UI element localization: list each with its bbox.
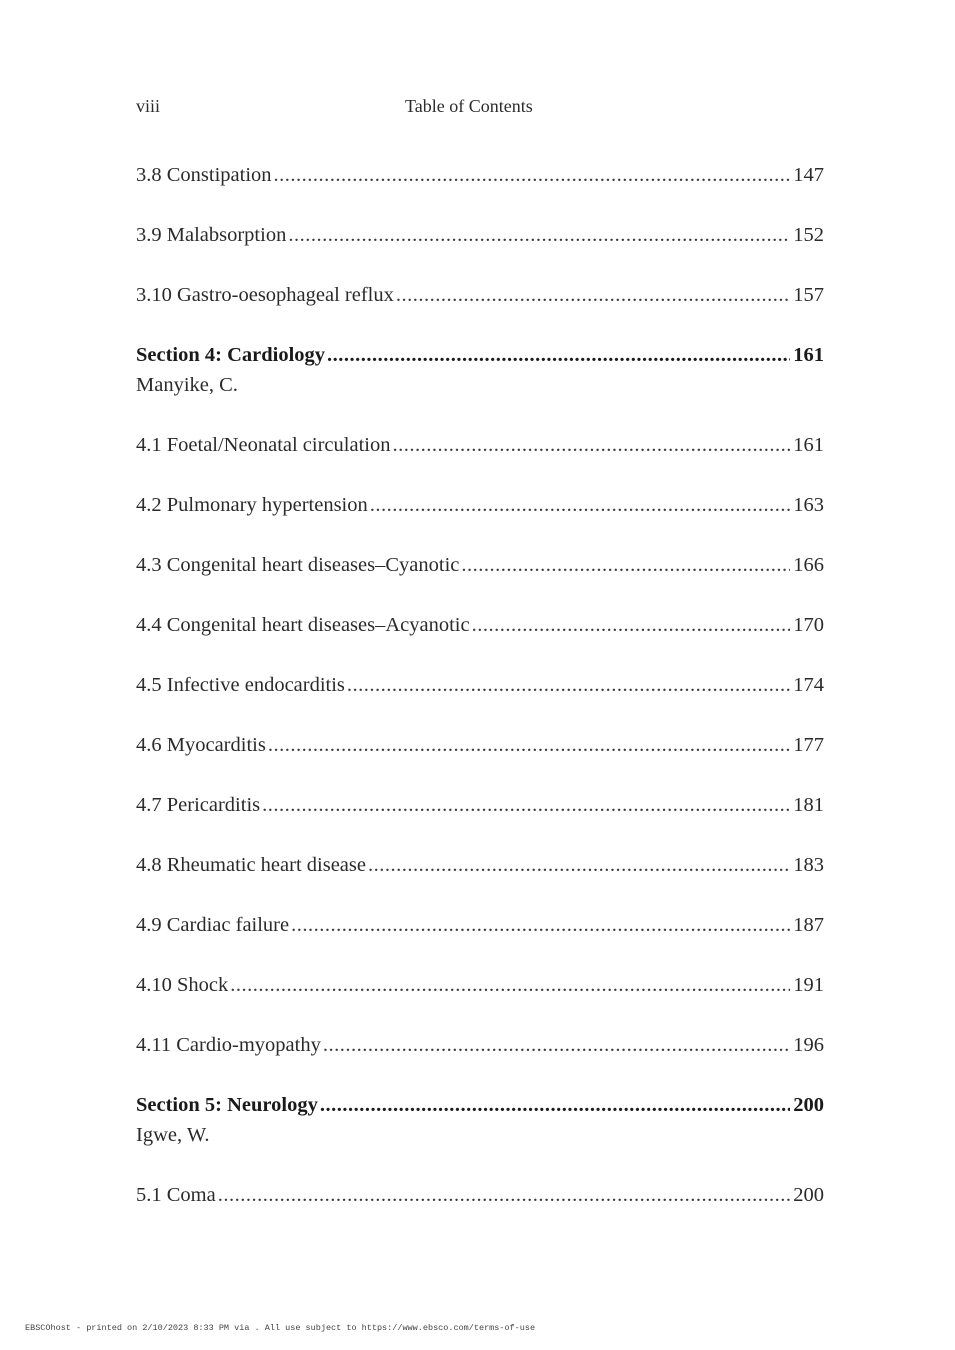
toc-entry-page: 170 xyxy=(793,614,824,636)
toc-entry[interactable] xyxy=(136,221,824,249)
toc-entry-label: 4.10 Shock xyxy=(136,974,229,996)
toc-entry-page: 187 xyxy=(793,914,824,936)
toc-entry[interactable] xyxy=(136,911,824,939)
dot-leader xyxy=(327,341,790,369)
toc-entry-label: 4.1 Foetal/Neonatal circulation xyxy=(136,434,391,456)
toc-entry[interactable] xyxy=(136,611,824,639)
toc-entry-page: 147 xyxy=(793,164,824,186)
toc-entry-label: 3.9 Malabsorption xyxy=(136,224,287,246)
toc-entry-page: 181 xyxy=(793,794,824,816)
toc-entry-label: 4.11 Cardio-myopathy xyxy=(136,1034,321,1056)
toc-entry-page: 161 xyxy=(793,434,824,456)
toc-entry-page: 174 xyxy=(793,674,824,696)
toc-entry-page: 166 xyxy=(793,554,824,576)
section-page: 161 xyxy=(793,344,824,366)
toc-entry[interactable] xyxy=(136,551,824,579)
section-page: 200 xyxy=(793,1094,824,1116)
toc-entry-label: 4.6 Myocarditis xyxy=(136,734,266,756)
page-header xyxy=(136,96,824,120)
dot-leader xyxy=(370,491,791,519)
dot-leader xyxy=(320,1091,790,1119)
dot-leader xyxy=(268,731,790,759)
toc-section-heading[interactable] xyxy=(136,1091,824,1119)
toc-entry-page: 157 xyxy=(793,284,824,306)
dot-leader xyxy=(472,611,791,639)
section-author: Igwe, W. xyxy=(136,1124,210,1146)
running-title: Table of Contents xyxy=(405,96,533,116)
toc-entry[interactable] xyxy=(136,671,824,699)
footer-notice: EBSCOhost - printed on 2/10/2023 8:33 PM via . All use subject to https://www.ebsco.com/terms-of-use xyxy=(25,1323,536,1333)
toc-entry-label: 3.10 Gastro-oesophageal reflux xyxy=(136,284,394,306)
toc-entry[interactable] xyxy=(136,1181,824,1209)
dot-leader xyxy=(291,911,790,939)
dot-leader xyxy=(262,791,790,819)
toc-entry-label: 4.7 Pericarditis xyxy=(136,794,261,816)
toc-entry-page: 200 xyxy=(793,1184,824,1206)
toc-entry[interactable] xyxy=(136,161,824,189)
toc-entry-label: 4.4 Congenital heart diseases–Acyanotic xyxy=(136,614,470,636)
dot-leader xyxy=(218,1181,791,1209)
section-title: Section 4: Cardiology xyxy=(136,344,326,366)
toc-entry-page: 177 xyxy=(793,734,824,756)
toc-entry[interactable] xyxy=(136,971,824,999)
dot-leader xyxy=(396,281,790,309)
section-author: Manyike, C. xyxy=(136,374,238,396)
toc-entry[interactable] xyxy=(136,491,824,519)
toc-entry-label: 4.2 Pulmonary hypertension xyxy=(136,494,368,516)
toc-entry-label: 4.3 Congenital heart diseases–Cyanotic xyxy=(136,554,460,576)
dot-leader xyxy=(323,1031,790,1059)
toc-entry-page: 152 xyxy=(793,224,824,246)
page-number: viii xyxy=(136,96,161,116)
dot-leader xyxy=(461,551,790,579)
toc-entry-page: 191 xyxy=(793,974,824,996)
toc-entry-page: 163 xyxy=(793,494,824,516)
toc-entry-label: 4.8 Rheumatic heart disease xyxy=(136,854,366,876)
dot-leader xyxy=(274,161,791,189)
toc-entry[interactable] xyxy=(136,1031,824,1059)
section-title: Section 5: Neurology xyxy=(136,1094,318,1116)
toc-entry-label: 4.5 Infective endocarditis xyxy=(136,674,345,696)
toc-entry-label: 4.9 Cardiac failure xyxy=(136,914,290,936)
toc-entry-label: 5.1 Coma xyxy=(136,1184,216,1206)
toc-entry-label: 3.8 Constipation xyxy=(136,164,272,186)
toc-entry[interactable] xyxy=(136,281,824,309)
dot-leader xyxy=(347,671,790,699)
dot-leader xyxy=(230,971,790,999)
toc-entry-page: 196 xyxy=(793,1034,824,1056)
toc-entry[interactable] xyxy=(136,851,824,879)
toc-entry-page: 183 xyxy=(793,854,824,876)
toc-entry[interactable] xyxy=(136,431,824,459)
dot-leader xyxy=(288,221,790,249)
dot-leader xyxy=(368,851,790,879)
toc-entry[interactable] xyxy=(136,791,824,819)
toc-entry[interactable] xyxy=(136,731,824,759)
toc-section-heading[interactable] xyxy=(136,341,824,369)
dot-leader xyxy=(392,431,790,459)
